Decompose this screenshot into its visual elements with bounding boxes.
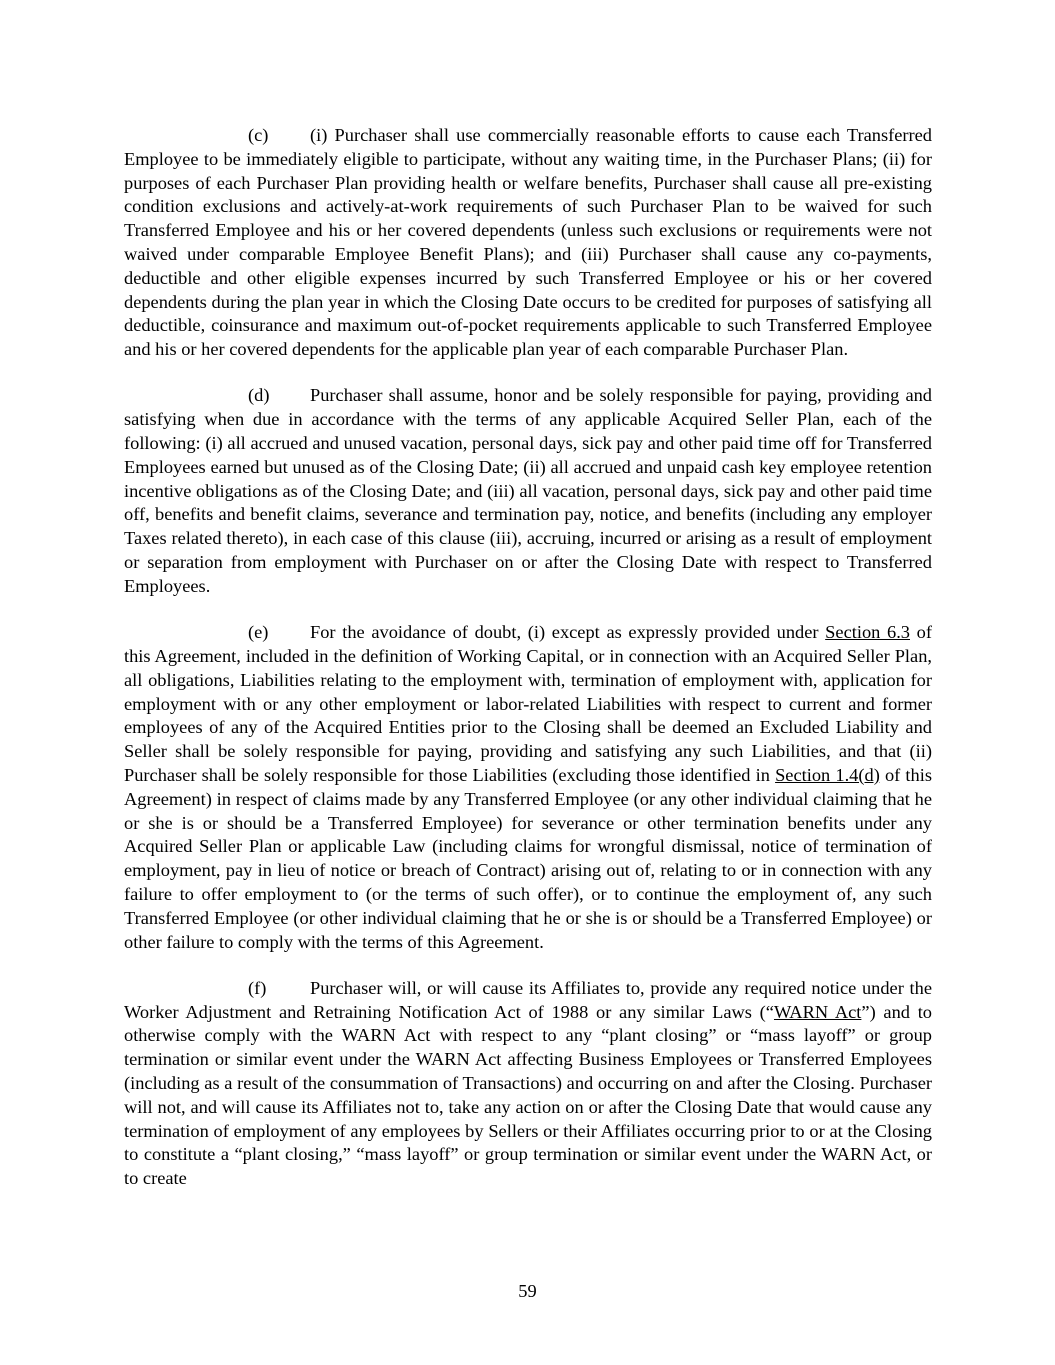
paragraph-text: (i) Purchaser shall use commercially reasonable efforts to cause each Transferred Employee to be immediately eligible to participate, without any waiting time, in the Purchaser Plans; (ii) for purposes of each Purchaser Plan providing health or welfare benefits, Purchaser shall cause all pre-existing condition exclusions and actively-at-work requirements of such Purchaser Plan to be waived for such Transferred Employee and his or her covered dependents (unless such exclusions or requirements were not waived under comparable Employee Benefit Plans); and (iii) Purchaser shall cause any co-payments, deductible and other eligible expenses incurred by such Transferred Employee or his or her covered dependents during the plan year in which the Closing Date occurs to be credited for purposes of satisfying all deductible, coinsurance and maximum out-of-pocket requirements applicable to such Transferred Employee and his or her covered dependents for the applicable plan year of each comparable Purchaser Plan. xyxy=(124,125,932,360)
paragraph-marker: (f) xyxy=(248,977,267,998)
paragraph-text: Purchaser shall assume, honor and be solely responsible for paying, providing and satisfying when due in accordance with the terms of any applicable Acquired Seller Plan, each of the following: (i) all accrued and unused vacation, personal days, sick pay and other paid time off for Transferred Employees earned but unused as of the Closing Date; (ii) all accrued and unpaid cash key employee retention incentive obligations as of the Closing Date; and (iii) all vacation, personal days, sick pay and other paid time off, benefits and benefit claims, severance and termination pay, notice, and benefits (including any employer Taxes related thereto), in each case of this clause (iii), accruing, incurred or arising as a result of employment or separation from employment with Purchaser on or after the Closing Date with respect to Transferred Employees. xyxy=(124,385,932,596)
document-page xyxy=(124,124,932,1213)
paragraph-text: ”) and to otherwise comply with the WARN Act with respect to any “plant closing” or “mass layoff” or group termination or similar event under the WARN Act affecting Business Employees or Transferred Employees (including as a result of the consummation of Transactions) and occurring on and after the Closing. Purchaser will not, and will cause its Affiliates not to, take any action on or after the Closing Date that would cause any termination of employment of any employees by Sellers or their Affiliates occurring prior to or at the Closing to constitute a “plant closing,” “mass layoff” or group termination or similar event under the WARN Act, or to create xyxy=(124,1001,933,1189)
page-number: 59 xyxy=(518,1281,537,1301)
paragraph-text: For the avoidance of doubt, (i) except as expressly provided under xyxy=(310,622,826,643)
section-1-4-d-reference: Section 1.4(d) xyxy=(775,764,880,785)
section-6-3-reference: Section 6.3 xyxy=(825,622,910,643)
paragraph-marker: (d) xyxy=(248,385,270,406)
paragraph-f xyxy=(124,977,932,1191)
paragraph-marker: (c) xyxy=(248,125,269,145)
paragraph-text: of this Agreement) in respect of claims made by any Transferred Employee (or any other individual claiming that he or she is or should be a Transferred Employee) for severance or other termination benefits under any Acquired Seller Plan or applicable Law (including claims for wrongful dismissal, notice of termination of employment, pay in lieu of notice or breach of Contract) arising out of, relating to or in connection with any failure to offer employment to (or the terms of such offer), or to continue the employment of, any such Transferred Employee (or other individual claiming that he or she is or should be a Transferred Employee) or other failure to comply with the terms of this Agreement. xyxy=(124,764,933,952)
paragraph-e xyxy=(124,621,932,954)
warn-act-defined-term: WARN Act xyxy=(773,1001,862,1022)
paragraph-text: Purchaser will, or will cause its Affiliates to, provide any required notice under the Worker Adjustment and Retraining Notification Act of 1988 or any similar Laws (“ xyxy=(124,977,932,1022)
paragraph-d xyxy=(124,384,932,598)
paragraph-c xyxy=(124,124,932,362)
paragraph-text: of this Agreement, included in the definition of Working Capital, or in connection with an Acquired Seller Plan, all obligations, Liabilities relating to the employment with, termination of employment with, application for employment with or any other employment or labor-related Liabilities with respect to current and former employees of any of the Acquired Entities prior to the Closing shall be deemed an Excluded Liability and Seller shall be solely responsible for paying, providing and satisfying any such Liabilities, and that (ii) Purchaser shall be solely responsible for those Liabilities (excluding those identified in xyxy=(124,622,932,785)
paragraph-marker: (e) xyxy=(248,622,269,643)
